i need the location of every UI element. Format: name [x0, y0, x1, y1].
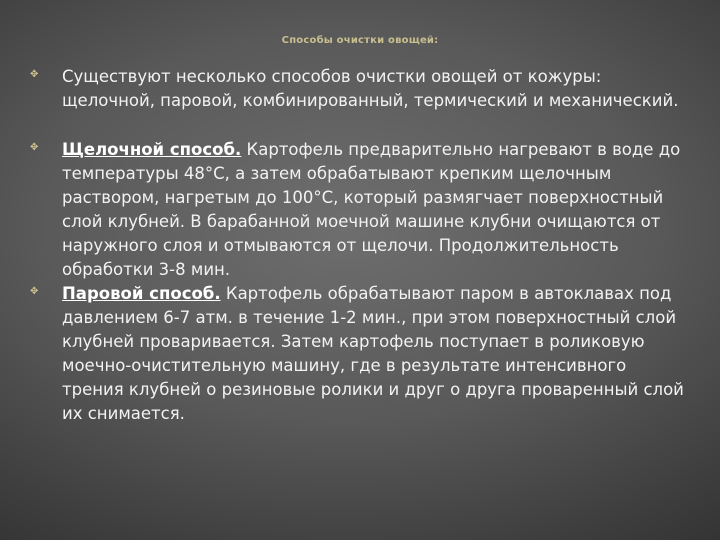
- bullet-item-steam-method: [30, 282, 690, 426]
- bullet-ornament-icon: ✥: [30, 69, 39, 80]
- bullet-term: Паровой способ.: [62, 284, 221, 303]
- bullet-ornament-icon: ✥: [30, 286, 39, 297]
- bullet-list: [30, 65, 690, 426]
- bullet-text: Картофель предварительно нагревают в воде до температуры 48°С, а затем обрабатывают крепким щелочным раствором, нагретым до 100°С, который размягчает поверхностный слой клубней. В барабанной моечной машине клубни очищаются от наружного слоя и отмываются от щелочи. Продолжительность обработки 3-8 мин.: [62, 140, 681, 279]
- bullet-item-alkaline-method: [30, 138, 690, 282]
- bullet-item-overview: [30, 65, 690, 113]
- bullet-term: Щелочной способ.: [62, 140, 242, 159]
- bullet-text: Картофель обрабатывают паром в автоклавах под давлением 6-7 атм. в течение 1-2 мин., при этом поверхностный слой клубней проваривается. Затем картофель поступает в роликовую моечно-очистительную машину, где в результате интенсивного трения клубней о резиновые ролики и друг о друга проваренный слой их снимается.: [62, 284, 684, 423]
- bullet-text: Существуют несколько способов очистки овощей от кожуры: щелочной, паровой, комбинированный, термический и механический.: [62, 67, 679, 110]
- slide-title: Способы очистки овощей:: [281, 35, 439, 46]
- bullet-ornament-icon: ✥: [30, 142, 39, 153]
